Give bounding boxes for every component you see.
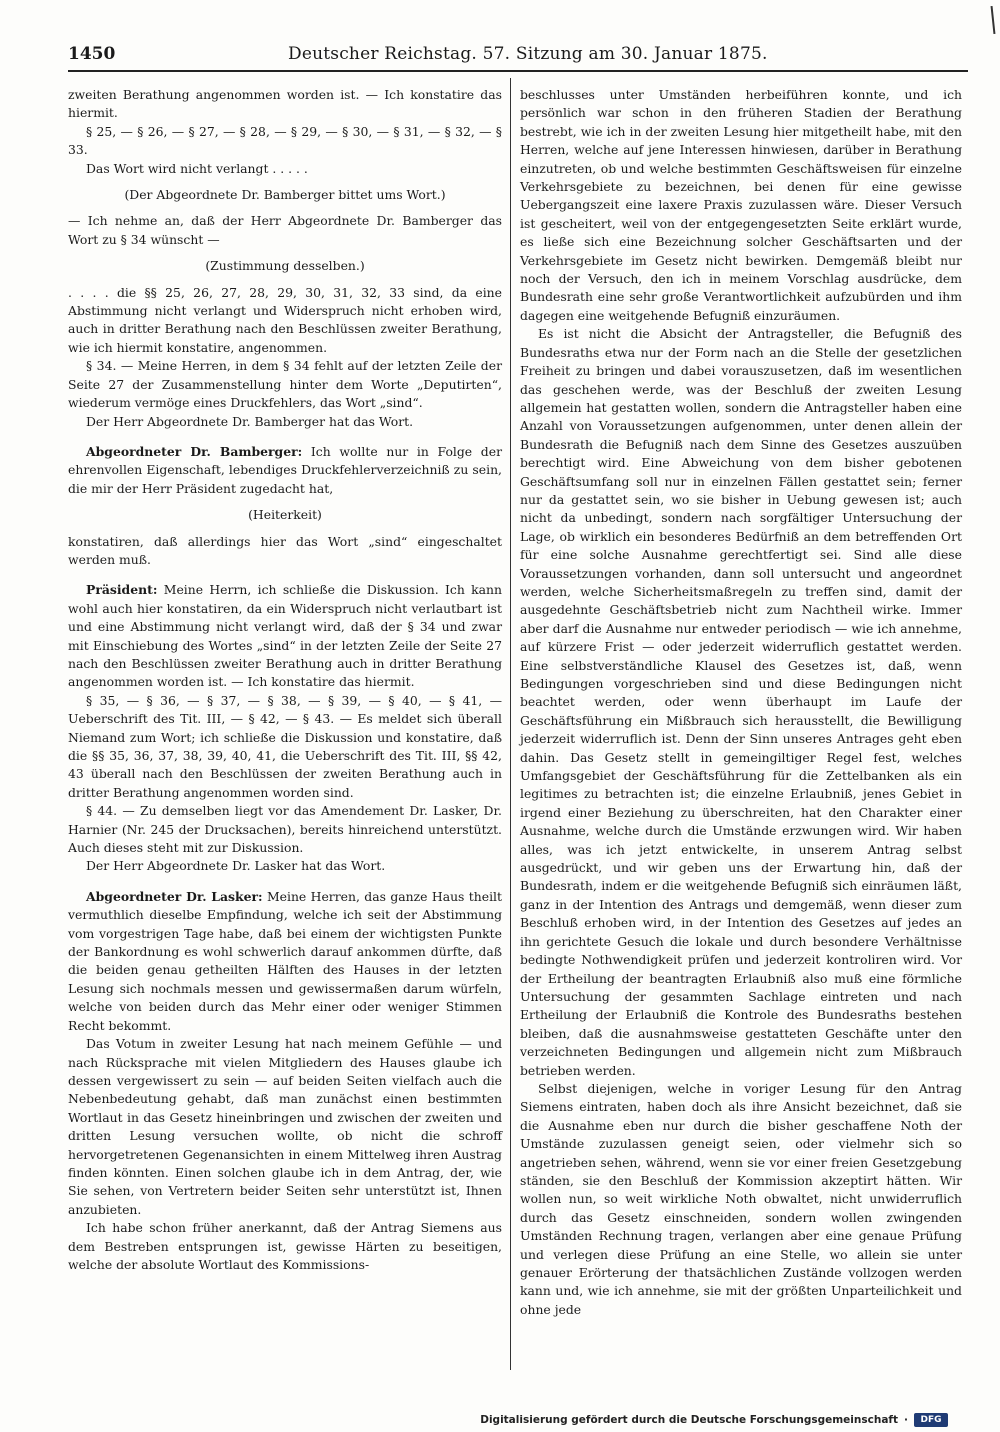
paragraph xyxy=(520,86,962,325)
paragraph xyxy=(68,212,502,249)
paragraph-text: Meine Herrn, ich schließe die Diskussion. Ich kann wohl auch hier konstatiren, da ein Widerspruch nicht verlautbart ist und eine Abstimmung nicht verlangt wird, daß der § 34 und zwar mit Einschiebung des Wortes „sind“ in der letzten Zeile der Seite 27 nach den Beschlüssen zweiter Berathung auch in dritter Berathung angenommen worden ist. — Ich konstatire das hiermit. xyxy=(68,582,502,690)
speech-paragraph xyxy=(68,581,502,691)
paragraph xyxy=(68,692,502,802)
paragraph-text: Ich habe schon früher anerkannt, daß der Antrag Siemens aus dem Bestreben entsprungen ist, gewisse Härten zu beseitigen, welche der absolute Wortlaut des Kommissions- xyxy=(68,1220,502,1272)
page-number: 1450 xyxy=(68,44,116,64)
paragraph-text: § 35, — § 36, — § 37, — § 38, — § 39, — § 40, — § 41, — Ueberschrift des Tit. III, — § 42, — § 43. — Es meldet sich überall Niemand zum Wort; ich schließe die Diskussion und konstatire, daß die §§ 35, 36, 37, 38, 39, 40, 41, die Ueberschrift des Tit. III, §§ 42, 43 überall nach den Beschlüssen der zweiten Berathung auch in dritter Berathung angenommen worden sind. xyxy=(68,692,502,800)
paragraph xyxy=(520,1080,962,1319)
paragraph-text: § 44. — Zu demselben liegt vor das Amendement Dr. Lasker, Dr. Harnier (Nr. 245 der Drucksachen), bereits hinreichend unterstützt. Auch dieses steht mit zur Diskussion. xyxy=(68,803,502,856)
left-column xyxy=(68,86,502,1274)
speech-paragraph xyxy=(68,443,502,498)
paragraph-text: Das Votum in zweiter Lesung hat nach meinem Gefühle — und nach Rücksprache mit vielen Mitgliedern des Hauses glaube ich dessen vergewissert zu sein — auf beiden Seiten vielfach auch die Nebenbedeutung gehabt, daß man zunächst einen bestimmten Wortlaut in das Gesetz hineinbringen und zwischen der zweiten und dritten Lesung versuchen wollte, ob nicht die schroff hervorgetretenen Gegenansichten in einem Mittelweg ihren Austrag finden könnten. Einen solchen glaube ich in dem Antrag, der, wie Sie sehen, von Vertretern beider Seiten sehr unterstützt ist, Ihnen anzubieten. xyxy=(68,1036,502,1217)
paragraph xyxy=(68,413,502,431)
paragraph xyxy=(68,533,502,570)
paragraph xyxy=(68,857,502,875)
paragraph xyxy=(68,1219,502,1274)
paragraph-text: . . . . die §§ 25, 26, 27, 28, 29, 30, 31, 32, 33 sind, da eine Abstimmung nicht verlangt und Widerspruch nicht erhoben wird, auch in dritter Berathung nach den Beschlüssen zweiter Berathung, wie ich hiermit konstatire, angenommen. xyxy=(68,284,502,355)
footer-credit xyxy=(480,1412,948,1428)
paragraph xyxy=(68,357,502,412)
paragraph-text: § 25, — § 26, — § 27, — § 28, — § 29, — § 30, — § 31, — § 32, — § 33. xyxy=(68,123,502,158)
paragraph-text: (Der Abgeordnete Dr. Bamberger bittet ums Wort.) xyxy=(124,187,446,203)
paragraph xyxy=(68,160,502,178)
page-edge-mark xyxy=(986,0,1000,40)
paragraph-text: Meine Herren, das ganze Haus theilt vermuthlich dieselbe Empfindung, welche ich seit der Abstimmung vom vorgestrigen Tage habe, daß bei einem der wichtigsten Punkte der Bankordnung es wohl schwerlich darauf ankommen dürfte, daß die beiden genau getheilten Hälften des Hauses in der letzten Lesung sich nochmals messen und gewissermaßen darum würfeln, welche von beiden durch das Mehr einer oder weniger Stimmen Recht bekommt. xyxy=(68,888,503,1033)
paragraph-text: zweiten Berathung angenommen worden ist. — Ich konstatire das hiermit. xyxy=(68,87,502,121)
stage-direction xyxy=(68,257,502,275)
column-divider xyxy=(510,78,511,1370)
speaker-name: Präsident: xyxy=(86,582,158,598)
speaker-name: Abgeordneter Dr. Lasker: xyxy=(86,888,263,904)
paragraph-text: beschlusses unter Umständen herbeiführen konnte, und ich persönlich war schon in den früheren Stadien der Berathung bestrebt, wie ich in der zweiten Lesung hier mitgetheilt habe, mit den Herren, welche auf jene Interessen hinwiesen, darüber in Berathung einzutreten, ob und welche bestimmten Geschäftsweisen für einzelne Verkehrsgebiete zu bezeichnen, bei denen für eine gewisse Uebergangszeit eine laxere Praxis zuzulassen wäre. Dieser Versuch ist gescheitert, weil von der entgegengesetzten Seite erklärt wurde, es ließe sich eine Bezeichnung solcher Geschäftsarten und der Verkehrsgebiete im Gesetz nicht bewirken. Demgemäß bleibt nur noch der Versuch, den ich in meinem Vorschlag ausdrücke, dem Bundesrath eine sehr große Verantwortlichkeit aufzubürden und ihm dagegen eine weitgehende Befugniß einzuräumen. xyxy=(520,87,962,323)
paragraph-text: Es ist nicht die Absicht der Antragsteller, die Befugniß des Bundesraths etwa nur der Form nach an die Stelle der gesetzlichen Freiheit zu bringen und dabei vorauszusetzen, daß im wesentlichen das geschehen werde, was der Beschluß der zweiten Lesung allgemein hat gestatten wollen, sondern die Antragsteller haben eine Anzahl von Voraussetzungen aufgenommen, unter denen allein der Bundesrath die Befugniß nach dem Sinne des Gesetzes auszuüben berechtigt wird. Eine Abweichung von dem bisher gebotenen Geschäftsumfang soll nur in einzelnen Fällen gestattet sein; ferner nur da gestattet sein, wo sie bisher in Uebung gewesen ist; auch nicht da unbedingt, sondern nach sorgfältiger Untersuchung der Lage, ob wirklich ein besonderes Bedürfniß an dem betreffenden Ort für eine solche Ausnahme gerechtfertigt sei. Sind alle diese Voraussetzungen vorhanden, dann soll untersucht und angeordnet werden, welche Sicherheitsmaßregeln zu treffen sind, damit der ausgedehnte Geschäftsbetrieb nicht zum Nachtheil wirke. Immer aber darf die Ausnahme nur entweder periodisch — wie ich annehme, auf kürzere Frist — oder jederzeit widerruflich gestattet werden. Eine selbstverständliche Klausel des Gesetzes ist, daß, wenn Bedingungen vorgeschrieben sind und diese Bedingungen nicht beachtet werden, oder wenn überhaupt im Laufe der Geschäftsführung ein Mißbrauch sich herausstellt, die Bewilligung jederzeit widerruflich ist. Denn der Sinn unseres Antrages geht eben dahin. Das Gesetz stellt in gemeingiltiger Regel fest, welches Umfangsgebiet der Geschäftsführung für die Zettelbanken als ein legitimes zu betrachten ist; die einzelne Erlaubniß, jenes Gebiet in irgend einer Beziehung zu überschreiten, hat den Charakter einer Ausnahme, welche durch die Umstände erzwungen wird. Wir haben alles, was ich jetzt entwickelte, in unserem Antrag selbst ausgedrückt, und wir geben uns der Erwartung hin, daß der Bundesrath, indem er die weitgehende Befugniß sich einräumen läßt, ganz in der Intention des Antrags und demgemäß, wenn dieser zum Beschluß erhoben wird, in der Intention des Gesetzes auf jedes an ihn gerichtete Gesuch die lokale und durch besondere Verhältnisse bedingte Nothwendigkeit prüfen und jederzeit kontroliren wird. Vor der Ertheilung der beantragten Erlaubniß also muß eine förmliche Untersuchung der gesammten Sachlage eintreten und nach Ertheilung der Erlaubniß die Kontrole des Bundesraths bestehen bleiben, daß die ausnahmsweise gestatteten Geschäfte unter den verzeichneten Bedingungen und allgemein nicht zum Mißbrauch betrieben werden. xyxy=(520,326,962,1078)
dfg-logo: DFG xyxy=(914,1413,948,1427)
paragraph-text: Der Herr Abgeordnete Dr. Bamberger hat das Wort. xyxy=(86,413,414,429)
paragraph-text: — Ich nehme an, daß der Herr Abgeordnete Dr. Bamberger das Wort zu § 34 wünscht — xyxy=(68,213,502,247)
paragraph-text: § 34. — Meine Herren, in dem § 34 fehlt auf der letzten Zeile der Seite 27 der Zusammenstellung hinter dem Worte „Deputirten“, wiederum vermöge eines Druckfehlers, das Wort „sind“. xyxy=(68,358,502,411)
stage-direction xyxy=(68,186,502,204)
paragraph-text: Selbst diejenigen, welche in voriger Lesung für den Antrag Siemens eintraten, haben doch als ihre Ansicht bezeichnet, daß sie die Ausnahme eben nur durch die bisher geschaffene Noth der Umstände zuzulassen geneigt seien, oder vielmehr sich so angetrieben sehen, während, wenn sie vor einer freien Gesetzgebung ständen, sie den Beschluß der Kommission akzeptirt hätten. Wir wollen nun, so weit wirkliche Noth obwaltet, nicht unwiderruflich durch das Gesetz einschneiden, sondern wollen zwingenden Umständen Rechnung tragen, verlangen aber eine genaue Prüfung und verlegen diese Prüfung an eine Stelle, wo allein sie unter genauer Erörterung der thatsächlichen Zustände vollzogen werden kann und, wie ich annehme, sie mit der größten Unparteilichkeit und ohne jede xyxy=(520,1080,962,1317)
right-column xyxy=(520,86,962,1319)
paragraph-text: konstatiren, daß allerdings hier das Wort „sind“ eingeschaltet werden muß. xyxy=(68,533,502,567)
header-rule xyxy=(68,70,968,72)
running-title: Deutscher Reichstag. 57. Sitzung am 30. Januar 1875. xyxy=(288,44,768,64)
paragraph-text: (Heiterkeit) xyxy=(248,507,322,523)
paragraph-text: Das Wort wird nicht verlangt . . . . . xyxy=(86,160,308,176)
paragraph xyxy=(68,123,502,160)
footer-text: Digitalisierung gefördert durch die Deutsche Forschungsgemeinschaft xyxy=(480,1414,898,1426)
speech-paragraph xyxy=(68,888,502,1035)
paragraph-text: Ich wollte nur in Folge der ehrenvollen Eigenschaft, lebendiges Druckfehlerverzeichniß zu sein, die mir der Herr Präsident zugedacht hat, xyxy=(68,443,502,496)
paragraph-text: (Zustimmung desselben.) xyxy=(205,258,365,274)
paragraph xyxy=(68,284,502,358)
paragraph-text: Der Herr Abgeordnete Dr. Lasker hat das Wort. xyxy=(86,858,386,874)
paragraph xyxy=(68,802,502,857)
stage-direction xyxy=(68,506,502,524)
speaker-name: Abgeordneter Dr. Bamberger: xyxy=(86,443,303,459)
page-header xyxy=(68,44,968,68)
paragraph xyxy=(68,86,502,123)
footer-dash: · xyxy=(904,1414,908,1426)
paragraph xyxy=(520,325,962,1080)
paragraph xyxy=(68,1035,502,1219)
